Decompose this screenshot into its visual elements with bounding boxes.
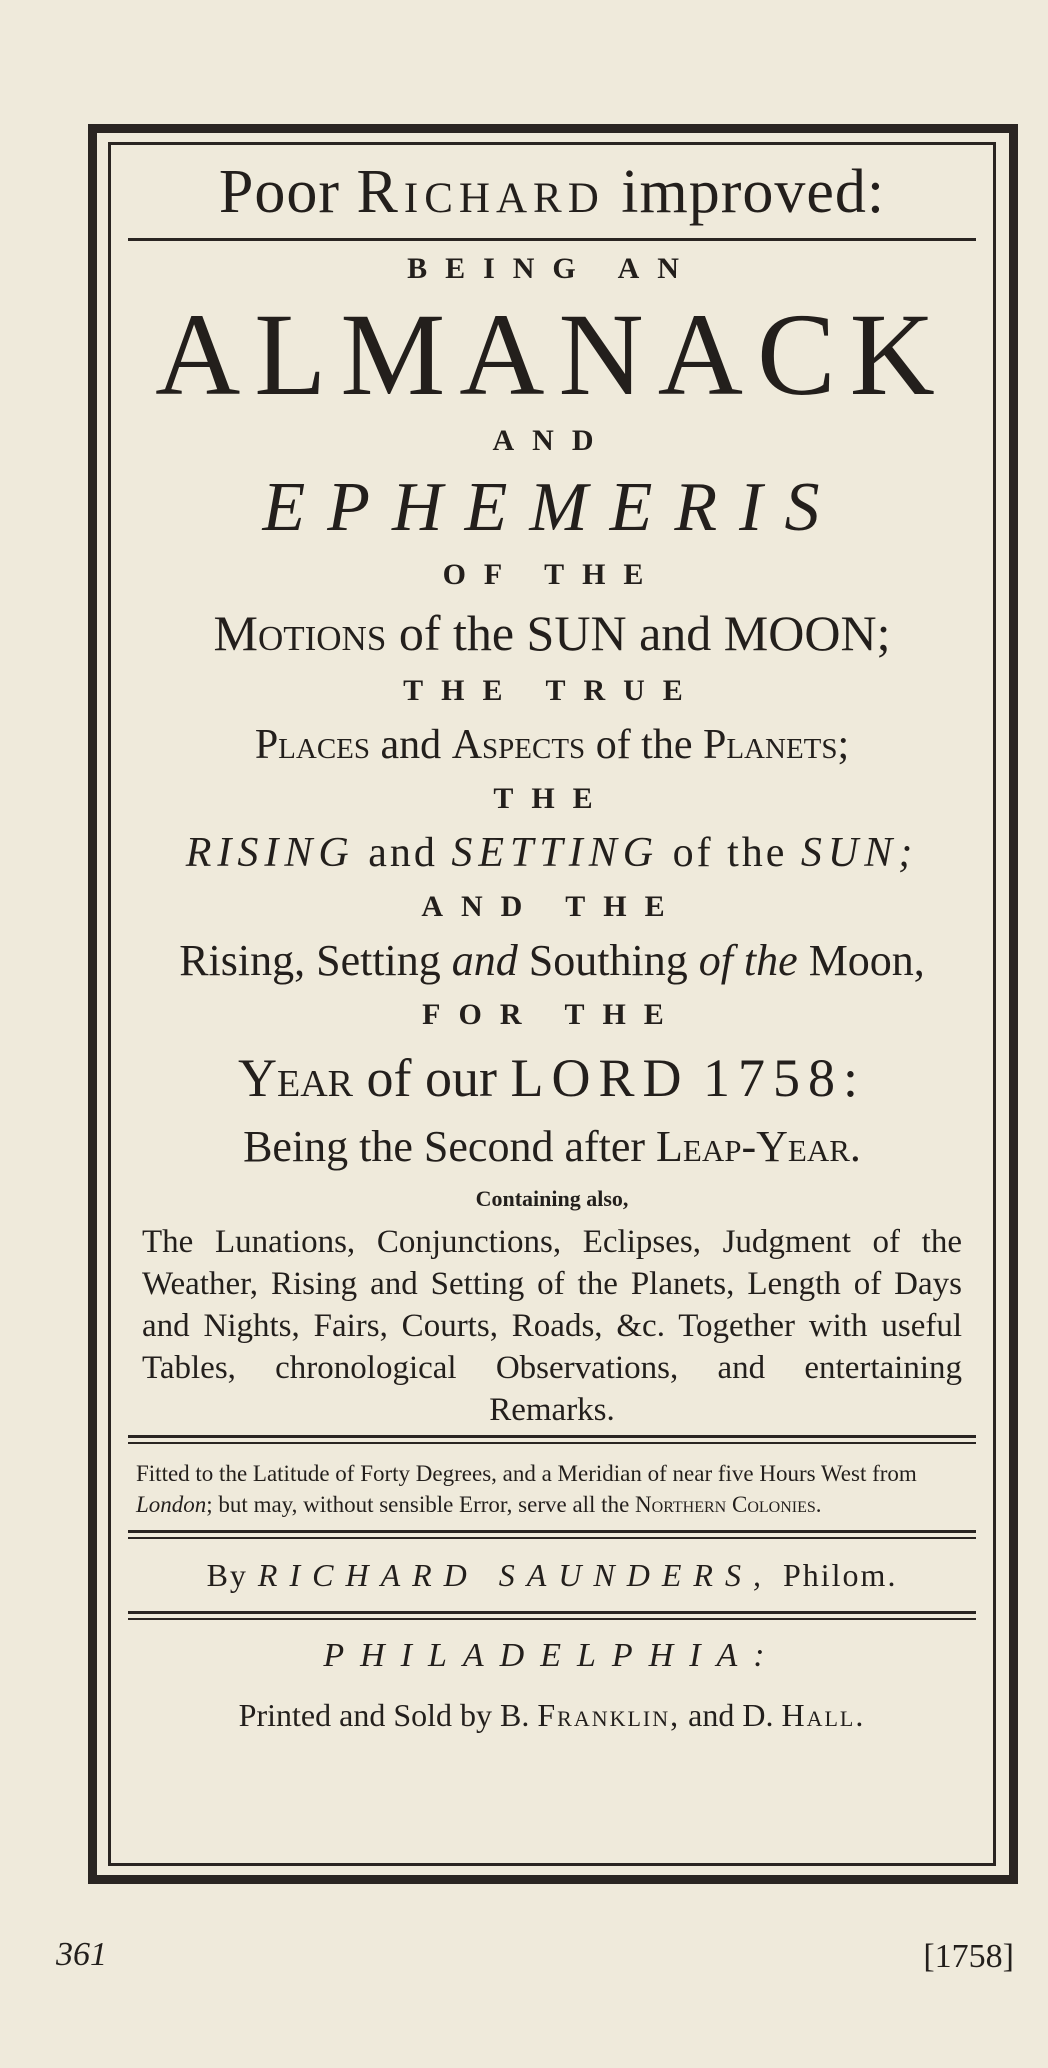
contents-rule: [128, 1435, 976, 1444]
latitude-note: Fitted to the Latitude of Forty Degrees, and a Meridian of near five Hours West from London; but may, without sensible Error, serve all the Northern Colonies.: [136, 1461, 917, 1517]
motions-line: Motions of the SUN and MOON;: [213, 605, 891, 661]
year-tag: [1758]: [923, 1938, 1014, 1975]
author-top-rule: [128, 1530, 976, 1539]
ephemeris-heading: EPHEMERIS: [262, 469, 842, 546]
almanack-heading: ALMANACK: [155, 289, 949, 420]
page-number: 361: [56, 1936, 107, 1973]
the-true-line: THE TRUE: [403, 674, 701, 707]
southing-moon-line: Rising, Setting and Southing of the Moon,: [179, 936, 925, 985]
title-rule: [128, 238, 976, 241]
year-of-our-lord-line: Year of our LORD 1758:: [238, 1048, 866, 1108]
places-line: Places and Aspects of the Planets;: [254, 722, 850, 768]
leap-year-line: Being the Second after Leap-Year.: [243, 1122, 861, 1171]
author-byline: By RICHARD SAUNDERS, Philom.: [206, 1557, 898, 1593]
being-an-line: BEING AN: [407, 252, 697, 285]
of-the-line: OF THE: [442, 558, 662, 591]
contents-paragraph: The Lunations, Conjunctions, Eclipses, Judgment of the Weather, Rising and Setting of the Planets, Length of Days and Nights, Fairs, Courts, Roads, &c. Together with useful Tables, chronological Observations, and entertaining Remarks.: [142, 1224, 962, 1428]
imprint-city: PHILADELPHIA:: [323, 1637, 781, 1674]
containing-also-line: Containing also,: [475, 1186, 629, 1211]
and-line: AND: [492, 424, 612, 457]
and-the-line: AND THE: [421, 890, 683, 923]
for-the-line: FOR THE: [422, 998, 682, 1031]
imprint-rule: [128, 1611, 976, 1620]
rising-setting-sun-line: RISING and SETTING of the SUN;: [185, 830, 919, 876]
the-line: THE: [493, 782, 611, 815]
title-poor-richard-improved: Poor Richard improved:: [218, 158, 886, 226]
title-page: [128, 150, 976, 1742]
imprint-printer: Printed and Sold by B. Franklin, and D. Hall.: [238, 1697, 866, 1733]
